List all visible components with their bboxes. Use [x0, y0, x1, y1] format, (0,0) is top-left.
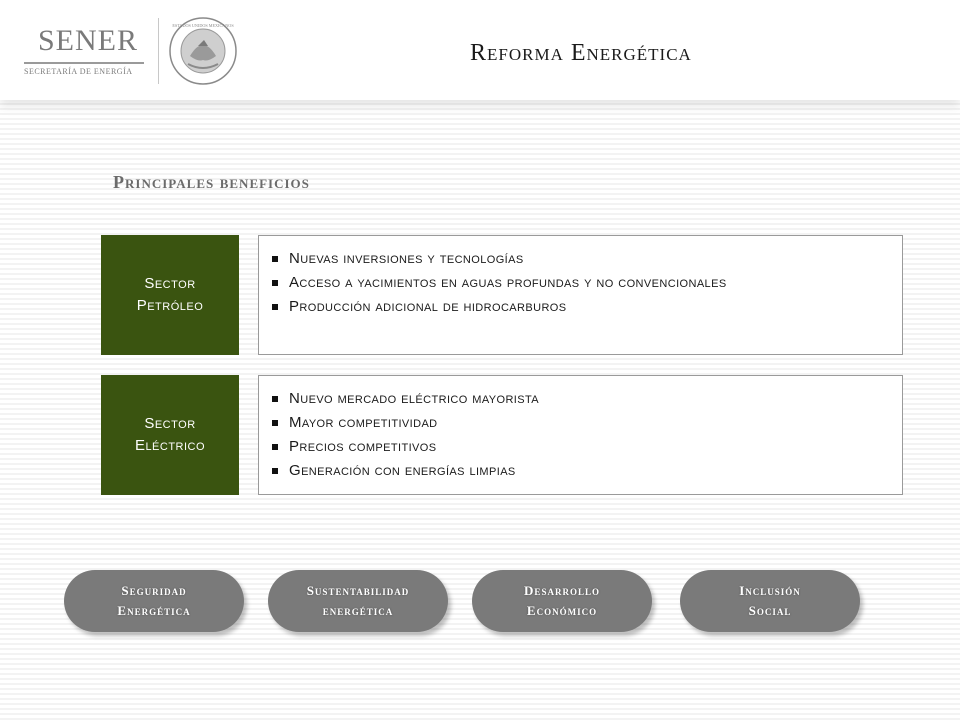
logo-rule [24, 62, 144, 64]
pillar-label [307, 581, 410, 621]
electrico-benefits-list [259, 387, 902, 483]
electrico-benefits-box [258, 375, 903, 495]
sector-petroleo-label-line2: Petróleo [136, 297, 204, 314]
pillar-label [524, 581, 600, 621]
benefit-item: Acceso a yacimientos en aguas profundas y no convencionales [259, 271, 902, 295]
benefit-item: Nuevas inversiones y tecnologías [259, 247, 902, 271]
sector-petroleo-label-line1: Sector [144, 275, 196, 292]
sector-petroleo-box [101, 235, 239, 355]
sener-logo-text: SENER [38, 24, 139, 57]
sector-petroleo-label [137, 273, 204, 317]
pillar-sustentabilidad-energetica[interactable] [268, 570, 448, 632]
pillar-label-line1: Sustentabilidad [306, 583, 410, 598]
pillar-label-line1: Seguridad [121, 583, 187, 598]
pillar-label-line2: energética [322, 603, 394, 618]
benefit-item: Generación con energías limpias [259, 459, 902, 483]
benefit-item: Nuevo mercado eléctrico mayorista [259, 387, 902, 411]
sener-logo-subtext: SECRETARÍA DE ENERGÍA [24, 67, 133, 76]
seal-text: ESTADOS UNIDOS MEXICANOS [172, 23, 234, 28]
page-title: Reforma Energética [470, 40, 692, 66]
pillar-label [739, 581, 801, 621]
pillar-label-line1: Inclusión [739, 583, 801, 598]
pillar-label-line1: Desarrollo [524, 583, 600, 598]
sener-logo [24, 26, 154, 76]
benefit-item: Producción adicional de hidrocarburos [259, 295, 902, 319]
petroleo-benefits-box [258, 235, 903, 355]
pillar-label-line2: Energética [117, 603, 191, 618]
pillar-label-line2: Social [748, 603, 792, 618]
pillar-seguridad-energetica[interactable] [64, 570, 244, 632]
sector-electrico-label-line1: Sector [144, 415, 196, 432]
sector-electrico-label-line2: Eléctrico [134, 437, 206, 454]
section-subtitle: Principales beneficios [113, 172, 310, 192]
benefit-item: Mayor competitividad [259, 411, 902, 435]
pillar-label-line2: Económico [526, 603, 598, 618]
benefit-item: Precios competitivos [259, 435, 902, 459]
pillar-inclusion-social[interactable] [680, 570, 860, 632]
pillar-label [117, 581, 190, 621]
sector-electrico-box [101, 375, 239, 495]
petroleo-benefits-list [259, 247, 902, 319]
sector-electrico-label [135, 413, 205, 457]
logo-divider [158, 18, 159, 84]
header-bar [0, 0, 960, 100]
pillar-desarrollo-economico[interactable] [472, 570, 652, 632]
national-seal-icon [168, 16, 238, 86]
